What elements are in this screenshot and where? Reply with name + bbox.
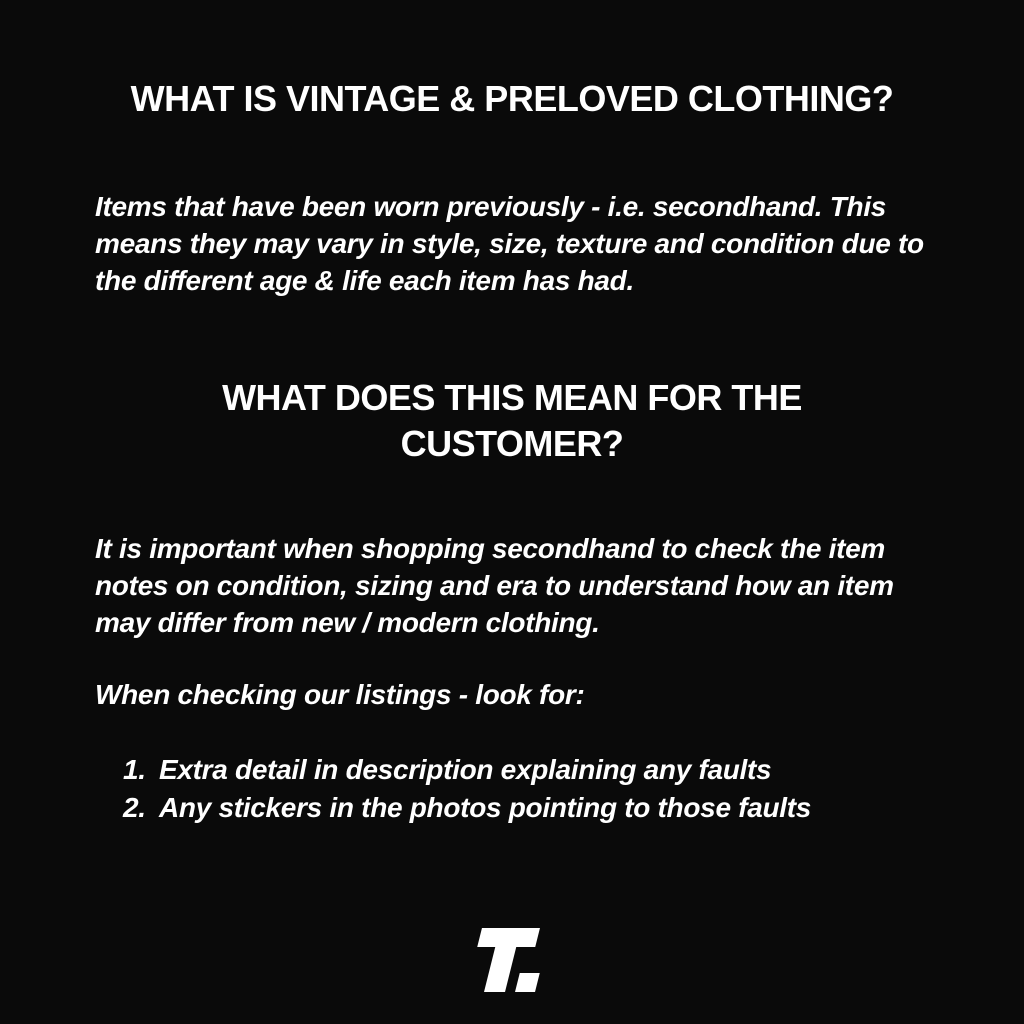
customer-paragraph: It is important when shopping secondhand to check the item notes on condition, sizing and era to understand how an item may differ from new / modern clothing. <box>95 533 894 638</box>
t-logo <box>466 928 548 992</box>
checklist-text: Any stickers in the photos pointing to those faults <box>159 792 812 823</box>
t-logo-period-shape <box>515 973 540 992</box>
checklist-item-1 <box>123 751 1024 789</box>
customer-section-title: WHAT DOES THIS MEAN FOR THE CUSTOMER? <box>222 377 802 464</box>
intro-paragraph: Items that have been worn previously - i.e. secondhand. This means they may vary in style, size, texture and condition due to the different age & life each item has had. <box>95 191 924 296</box>
listings-lead: When checking our listings - look for: <box>95 679 585 710</box>
checklist <box>123 751 1024 827</box>
checklist-number: 2. <box>123 792 146 823</box>
checklist-number: 1. <box>123 754 146 785</box>
page-title: WHAT IS VINTAGE & PRELOVED CLOTHING? <box>130 78 894 119</box>
checklist-text: Extra detail in description explaining any faults <box>159 754 772 785</box>
checklist-item-2 <box>123 789 1024 827</box>
